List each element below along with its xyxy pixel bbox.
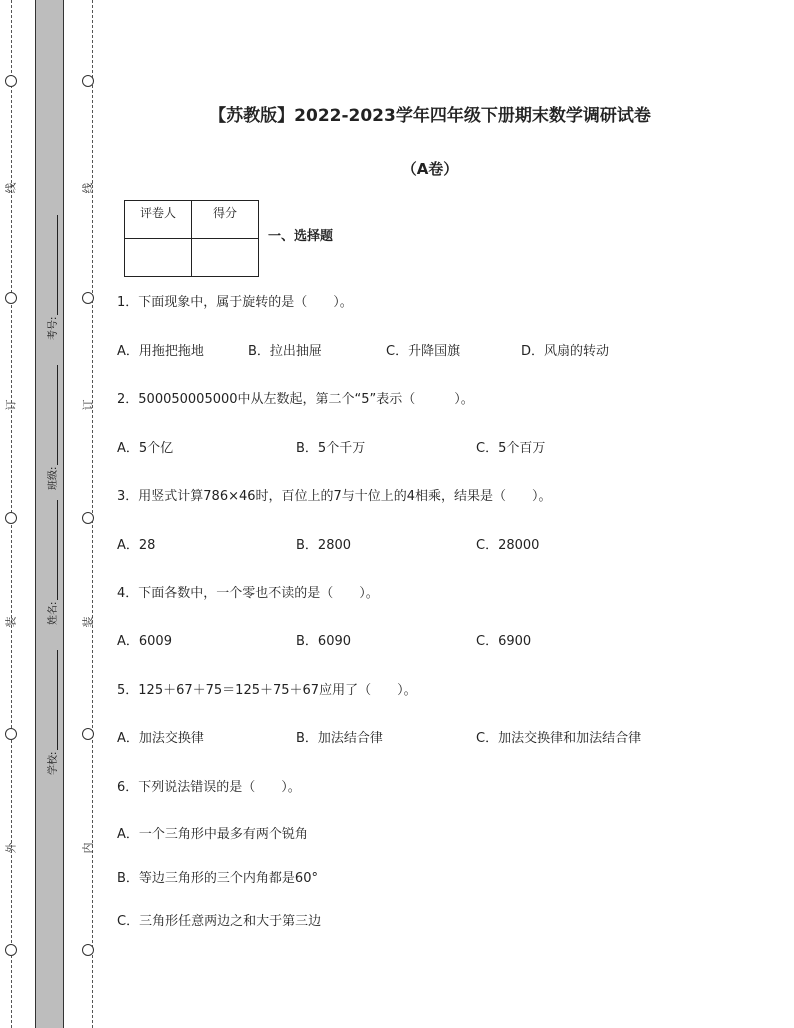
- margin-char-order: 订: [4, 399, 18, 411]
- question-stem: 5．125＋67＋75＝125＋75＋67应用了（ ）。: [117, 683, 417, 698]
- field-underline: [49, 650, 58, 750]
- question-option: C．5个百万: [476, 441, 546, 456]
- question-option: A．6009: [117, 634, 172, 649]
- question-option: B．拉出抽屉: [248, 344, 322, 359]
- question-option: B．加法结合律: [296, 731, 383, 746]
- margin-char-bind: 装: [81, 616, 95, 628]
- score-cell: [192, 239, 259, 277]
- school-field: [44, 650, 59, 775]
- question-option: A．加法交换律: [117, 731, 204, 746]
- binding-hole: [82, 944, 94, 956]
- question-stem: 3．用竖式计算786×46时，百位上的7与十位上的4相乘，结果是（ ）。: [117, 489, 552, 504]
- class-label: 班级:: [48, 466, 59, 490]
- binding-hole: [5, 75, 17, 87]
- question-option: D．风扇的转动: [521, 344, 610, 359]
- question-option: C．升降国旗: [386, 344, 461, 359]
- page-subtitle: （A卷）: [401, 160, 459, 178]
- question-option: B．2800: [296, 538, 352, 553]
- margin-char-bind: 装: [4, 616, 18, 628]
- binding-hole: [5, 728, 17, 740]
- question-stem: 2．500050005000中从左数起，第二个“5”表示（ ）。: [117, 392, 474, 407]
- question-option: C．三角形任意两边之和大于第三边: [117, 914, 322, 929]
- question-option: C．6900: [476, 634, 532, 649]
- class-field: [44, 365, 59, 490]
- page-title: 【苏教版】2022-2023学年四年级下册期末数学调研试卷: [209, 106, 651, 126]
- score-header: 得分: [192, 201, 259, 239]
- question-option: A．一个三角形中最多有两个锐角: [117, 827, 308, 842]
- grader-cell: [125, 239, 192, 277]
- binding-hole: [82, 75, 94, 87]
- binding-hole: [82, 512, 94, 524]
- field-underline: [49, 215, 58, 315]
- field-underline: [49, 365, 58, 465]
- school-label: 学校:: [48, 751, 59, 775]
- question-option: A．28: [117, 538, 156, 553]
- section-heading: 一、选择题: [268, 229, 334, 244]
- question-option: B．6090: [296, 634, 352, 649]
- binding-hole: [5, 944, 17, 956]
- margin-char-line: 线: [81, 182, 95, 194]
- grader-header: 评卷人: [125, 201, 192, 239]
- field-underline: [49, 500, 58, 600]
- binding-hole: [5, 512, 17, 524]
- question-option: A．用拖把拖地: [117, 344, 204, 359]
- exam-number-label: 考号:: [48, 316, 59, 340]
- question-stem: 4．下面各数中，一个零也不读的是（ ）。: [117, 586, 379, 601]
- margin-char-line: 线: [4, 182, 18, 194]
- question-option: A．5个亿: [117, 441, 174, 456]
- binding-hole: [5, 292, 17, 304]
- question-stem: 1．下面现象中，属于旋转的是（ ）。: [117, 295, 353, 310]
- margin-char-outer: 外: [4, 842, 18, 854]
- binding-hole: [82, 292, 94, 304]
- score-table: [124, 200, 259, 277]
- question-option: B．等边三角形的三个内角都是60°: [117, 871, 318, 886]
- question-stem: 6．下列说法错误的是（ ）。: [117, 780, 301, 795]
- name-label: 姓名:: [48, 601, 59, 625]
- question-option: C．加法交换律和加法结合律: [476, 731, 642, 746]
- question-option: B．5个千万: [296, 441, 366, 456]
- question-option: C．28000: [476, 538, 540, 553]
- name-field: [44, 500, 59, 625]
- margin-char-inner: 内: [81, 842, 95, 854]
- exam-number-field: [44, 215, 59, 340]
- margin-char-order: 订: [81, 399, 95, 411]
- binding-hole: [82, 728, 94, 740]
